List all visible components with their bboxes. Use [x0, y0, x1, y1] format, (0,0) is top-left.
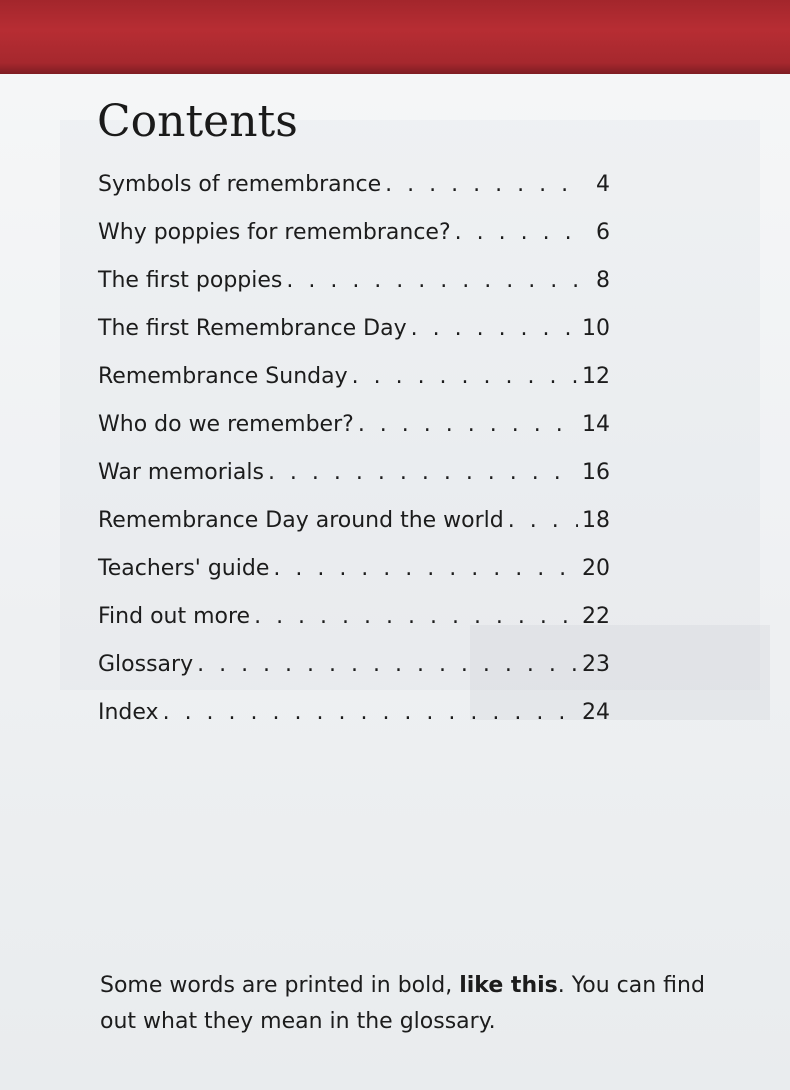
toc-entry-label: War memorials [98, 460, 264, 485]
toc-leader [455, 214, 580, 252]
toc-entry[interactable] [98, 454, 610, 502]
toc-entry-page: 4 [596, 172, 610, 197]
toc-entry-page: 23 [582, 652, 610, 677]
toc-entry-label: Remembrance Day around the world [98, 508, 504, 533]
toc-entry-page: 24 [582, 700, 610, 725]
toc-leader [286, 262, 580, 300]
toc-entry-label: Why poppies for remembrance? [98, 220, 451, 245]
toc-entry[interactable] [98, 310, 610, 358]
toc-entry-label: Symbols of remembrance [98, 172, 382, 197]
glossary-note-bold-example: like this [459, 973, 558, 998]
toc-leader [197, 646, 578, 684]
glossary-note-text-end: . You can find out what they mean in the glossary. [100, 973, 705, 1034]
toc-entry-page: 10 [582, 316, 610, 341]
toc-entry[interactable] [98, 550, 610, 598]
toc-leader [268, 454, 578, 492]
contents-list [98, 166, 610, 742]
toc-entry-label: Glossary [98, 652, 194, 677]
toc-entry-label: Teachers' guide [98, 556, 270, 581]
glossary-note [100, 968, 740, 1040]
toc-entry-label: The first poppies [98, 268, 283, 293]
toc-leader [352, 358, 578, 396]
toc-entry[interactable] [98, 694, 610, 742]
toc-entry-page: 20 [582, 556, 610, 581]
toc-leader [358, 406, 578, 444]
toc-leader [254, 598, 578, 636]
toc-entry[interactable] [98, 646, 610, 694]
toc-entry-page: 16 [582, 460, 610, 485]
toc-leader [273, 550, 578, 588]
toc-leader [411, 310, 578, 348]
toc-entry[interactable] [98, 406, 610, 454]
toc-entry[interactable] [98, 262, 610, 310]
toc-entry-page: 12 [582, 364, 610, 389]
toc-leader [508, 502, 578, 540]
toc-entry[interactable] [98, 358, 610, 406]
toc-entry[interactable] [98, 598, 610, 646]
toc-entry-page: 14 [582, 412, 610, 437]
toc-entry-label: Remembrance Sunday [98, 364, 348, 389]
toc-leader [385, 166, 580, 204]
toc-leader [163, 694, 578, 732]
toc-entry-page: 18 [582, 508, 610, 533]
header-band [0, 0, 790, 74]
toc-entry-label: The first Remembrance Day [98, 316, 407, 341]
glossary-note-text-start: Some words are printed in bold, [100, 973, 460, 998]
toc-entry[interactable] [98, 214, 610, 262]
toc-entry-page: 6 [596, 220, 610, 245]
toc-entry[interactable] [98, 166, 610, 214]
toc-entry[interactable] [98, 502, 610, 550]
toc-entry-label: Index [98, 700, 159, 725]
toc-entry-label: Who do we remember? [98, 412, 354, 437]
toc-entry-page: 8 [596, 268, 610, 293]
toc-entry-label: Find out more [98, 604, 251, 629]
toc-entry-page: 22 [582, 604, 610, 629]
page-title: Contents [97, 96, 298, 147]
